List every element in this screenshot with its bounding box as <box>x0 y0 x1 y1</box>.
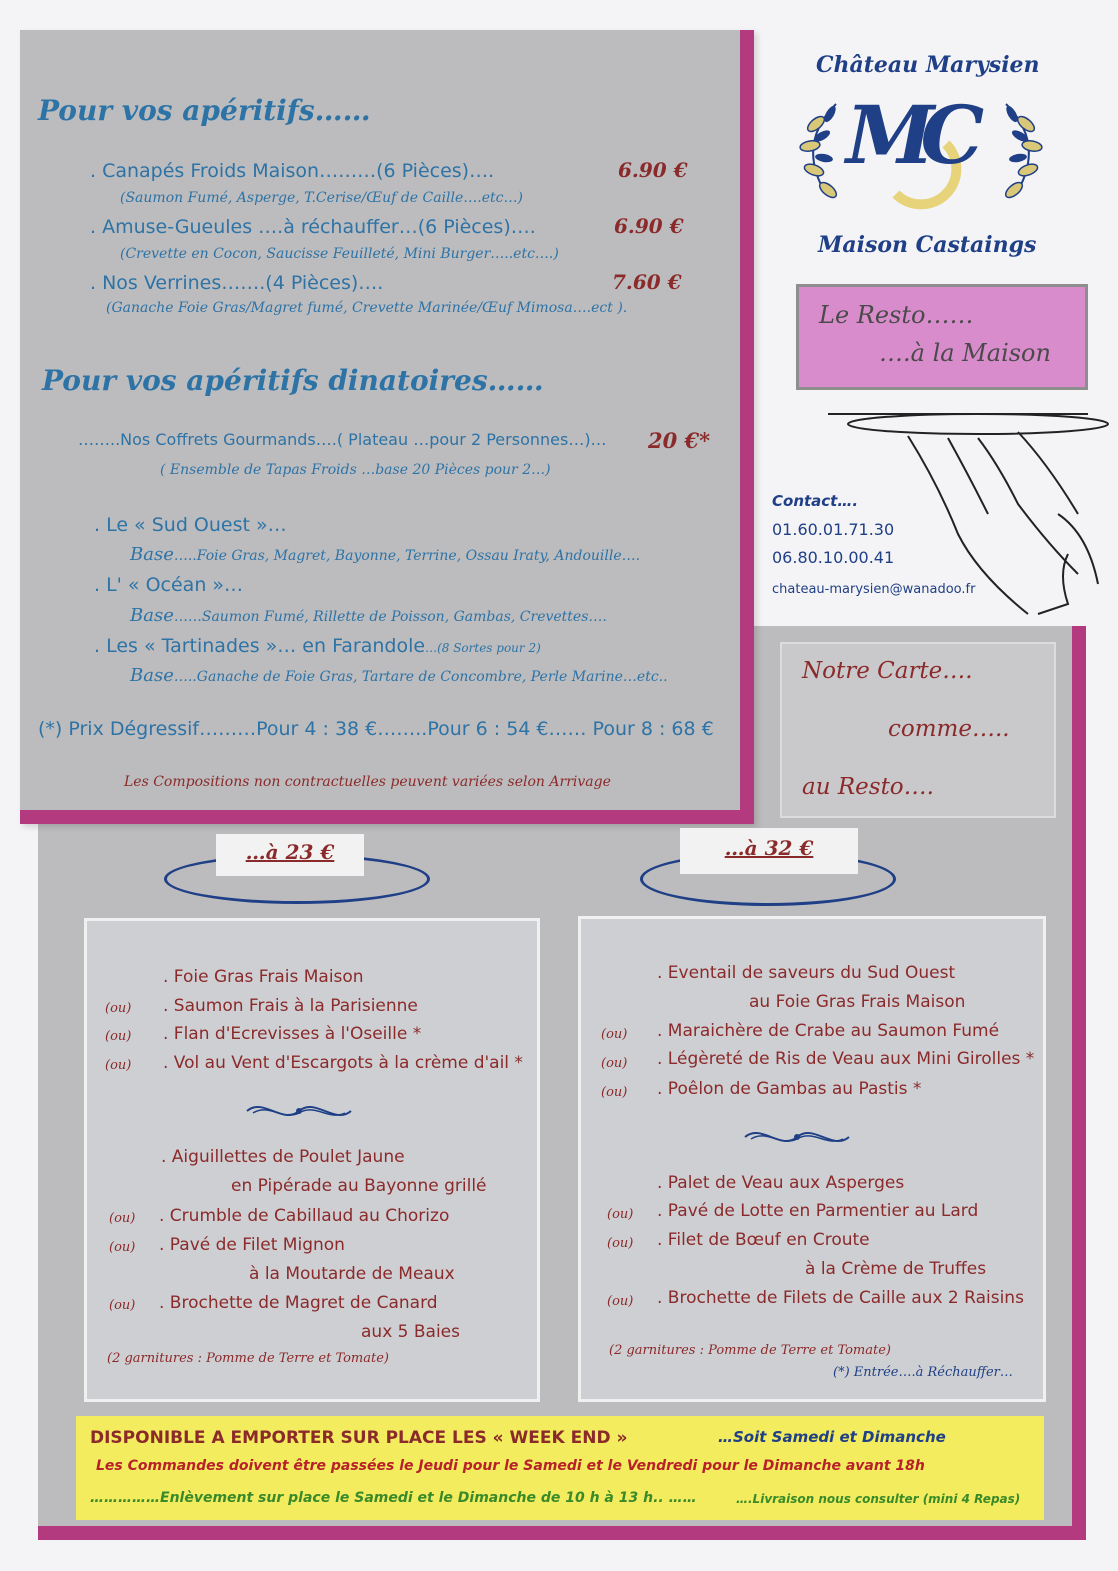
dinatoire-base-1: Base…..Foie Gras, Magret, Bayonne, Terrine, Ossau Iraty, Andouille…. <box>130 544 641 565</box>
menu23-garnitures: (2 garnitures : Pomme de Terre et Tomate) <box>107 1351 390 1366</box>
banner-line-1b: …Soit Samedi et Dimanche <box>718 1428 946 1446</box>
carte-line-2: comme….. <box>888 716 1010 742</box>
contact-phone-2[interactable]: 06.80.10.00.41 <box>772 548 895 567</box>
menu23-plat-3: . Pavé de Filet Mignon <box>159 1235 345 1255</box>
top-panel <box>20 30 754 824</box>
aperitif-price-2: 6.90 € <box>614 214 684 238</box>
menu32-entree-1: . Eventail de saveurs du Sud Ouest <box>657 963 956 983</box>
carte-line-1: Notre Carte…. <box>802 658 973 684</box>
contact-email[interactable]: chateau-marysien@wanadoo.fr <box>772 582 976 597</box>
carte-box <box>780 642 1056 818</box>
menu23-ou-1: (ou) <box>105 1001 132 1016</box>
menu32-note: (*) Entrée….à Réchauffer… <box>833 1365 1013 1380</box>
menu23-ou-4: (ou) <box>109 1211 136 1226</box>
menu-23-box <box>84 918 540 1402</box>
menu32-entree-2: . Maraichère de Crabe au Saumon Fumé <box>657 1021 1000 1041</box>
menu23-plat-4-cont: aux 5 Baies <box>361 1322 460 1342</box>
menu32-ou-2: (ou) <box>601 1056 628 1071</box>
coffret-price: 20 €* <box>648 428 711 453</box>
menu32-ou-6: (ou) <box>607 1294 634 1309</box>
contact-phone-1[interactable]: 01.60.01.71.30 <box>772 520 895 539</box>
menu23-entree-2: . Saumon Frais à la Parisienne <box>163 996 418 1016</box>
menu32-plat-4: . Brochette de Filets de Caille aux 2 Raisins <box>657 1288 1024 1308</box>
menu23-entree-4: . Vol au Vent d'Escargots à la crème d'ail * <box>163 1053 523 1073</box>
aperitif-item-3: . Nos Verrines…….(4 Pièces)…. <box>90 272 384 294</box>
menu32-plat-1: . Palet de Veau aux Asperges <box>657 1173 905 1193</box>
menu32-ou-3: (ou) <box>601 1085 628 1100</box>
menu32-entree-4: . Poêlon de Gambas au Pastis * <box>657 1079 922 1099</box>
menu32-entree-1-cont: au Foie Gras Frais Maison <box>749 992 966 1012</box>
ornament-icon <box>741 1125 853 1149</box>
resto-box <box>796 284 1088 390</box>
menu32-ou-1: (ou) <box>601 1027 628 1042</box>
aperitif-price-1: 6.90 € <box>618 158 688 182</box>
compositions-note: Les Compositions non contractuelles peuvent variées selon Arrivage <box>124 774 611 790</box>
contact-label: Contact…. <box>772 492 859 510</box>
dinatoire-base-2: Base……Saumon Fumé, Rillette de Poisson, Gambas, Crevettes…. <box>130 605 607 626</box>
aperitifs-title: Pour vos apéritifs…… <box>38 94 371 127</box>
menu23-plat-1: . Aiguillettes de Poulet Jaune <box>161 1147 405 1167</box>
menu32-ou-5: (ou) <box>607 1236 634 1251</box>
brand-name-top: Château Marysien <box>816 52 1040 78</box>
carte-line-3: au Resto…. <box>802 774 934 800</box>
menu23-plat-1-cont: en Pipérade au Bayonne grillé <box>231 1176 487 1196</box>
resto-line-1: Le Resto…… <box>819 301 974 329</box>
menu23-plat-3-cont: à la Moutarde de Meaux <box>249 1264 455 1284</box>
menu23-ou-3: (ou) <box>105 1058 132 1073</box>
menu32-ou-4: (ou) <box>607 1207 634 1222</box>
menu23-entree-3: . Flan d'Ecrevisses à l'Oseille * <box>163 1024 422 1044</box>
menu23-ou-2: (ou) <box>105 1029 132 1044</box>
dinatoire-item-1: . Le « Sud Ouest »… <box>94 514 287 536</box>
aperitif-desc-1: (Saumon Fumé, Asperge, T.Cerise/Œuf de Caille….etc…) <box>120 190 523 206</box>
menu32-garnitures: (2 garnitures : Pomme de Terre et Tomate) <box>609 1343 892 1358</box>
banner-line-3b: ….Livraison nous consulter (mini 4 Repas) <box>736 1492 1021 1506</box>
coffret-line: ……..Nos Coffrets Gourmands….( Plateau …pour 2 Personnes…)… <box>78 430 607 449</box>
resto-line-2: ….à la Maison <box>879 339 1051 367</box>
banner-line-2: Les Commandes doivent être passées le Jeudi pour le Samedi et le Vendredi pour le Dimanche avant 18h <box>96 1458 925 1474</box>
aperitif-item-1: . Canapés Froids Maison………(6 Pièces)…. <box>90 160 495 182</box>
menu23-ou-5: (ou) <box>109 1240 136 1255</box>
aperitif-item-2: . Amuse-Gueules ….à réchauffer…(6 Pièces)…. <box>90 216 536 238</box>
aperitif-price-3: 7.60 € <box>612 270 682 294</box>
dinatoires-title: Pour vos apéritifs dinatoires…… <box>42 364 544 397</box>
ornament-icon <box>243 1099 355 1123</box>
menu23-ou-6: (ou) <box>109 1298 136 1313</box>
dinatoire-item-2: . L' « Océan »… <box>94 574 244 596</box>
menu32-plat-3-cont: à la Crème de Truffes <box>805 1259 987 1279</box>
aperitif-desc-2: (Crevette en Cocon, Saucisse Feuilleté, Mini Burger…..etc….) <box>120 246 559 262</box>
menu32-entree-3: . Légèreté de Ris de Veau aux Mini Girolles * <box>657 1049 1035 1069</box>
brand-monogram: MC <box>846 88 971 182</box>
menu23-plat-4: . Brochette de Magret de Canard <box>159 1293 438 1313</box>
menu23-entree-1: . Foie Gras Frais Maison <box>163 967 364 987</box>
banner-line-3a: ……………Enlèvement sur place le Samedi et le Dimanche de 10 h à 13 h.. …… <box>90 1490 697 1506</box>
menu-23-price: …à 23 € <box>216 834 364 876</box>
dinatoire-base-3: Base…..Ganache de Foie Gras, Tartare de Concombre, Perle Marine…etc.. <box>130 665 668 686</box>
menu-32-price: …à 32 € <box>680 828 858 874</box>
prix-degressif: (*) Prix Dégressif………Pour 4 : 38 €……..Pour 6 : 54 €…… Pour 8 : 68 € <box>38 718 714 740</box>
brand-name-bottom: Maison Castaings <box>818 232 1037 258</box>
menu32-plat-2: . Pavé de Lotte en Parmentier au Lard <box>657 1201 979 1221</box>
aperitif-desc-3: (Ganache Foie Gras/Magret fumé, Crevette Marinée/Œuf Mimosa….ect ). <box>106 300 628 316</box>
info-banner <box>76 1416 1044 1520</box>
menu23-plat-2: . Crumble de Cabillaud au Chorizo <box>159 1206 450 1226</box>
dinatoire-item-3: . Les « Tartinades »… en Farandole…(8 Sortes pour 2) <box>94 635 541 657</box>
menu-32-box <box>578 916 1046 1402</box>
coffret-desc: ( Ensemble de Tapas Froids …base 20 Pièces pour 2…) <box>160 462 551 478</box>
banner-line-1a: DISPONIBLE A EMPORTER SUR PLACE LES « WEEK END » <box>90 1428 628 1448</box>
menu32-plat-3: . Filet de Bœuf en Croute <box>657 1230 870 1250</box>
